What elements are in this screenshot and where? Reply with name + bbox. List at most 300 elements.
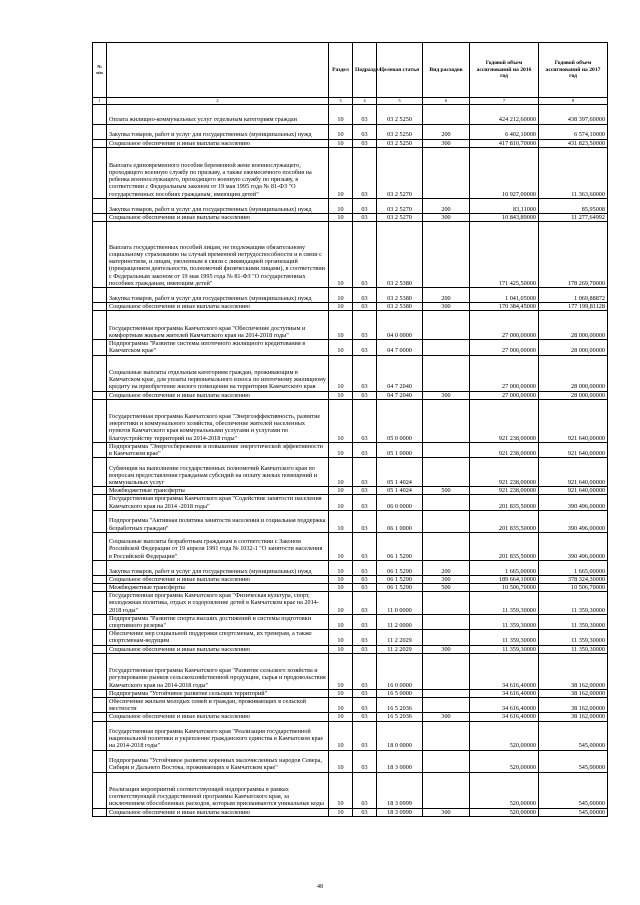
cell-name: Закупка товаров, работ и услуг для государственных (муниципальных) нужд — [107, 124, 329, 139]
cell-expense-type: 200 — [423, 287, 470, 302]
cell-name: Закупка товаров, работ и услуг для государственных (муниципальных) нужд — [107, 560, 329, 575]
cell-name: Социальное обеспечение и иные выплаты населению — [107, 645, 329, 653]
cell-name: Государственная программа Камчатского края "Обеспечение доступным и комфортным жильем жителей Камчатского края на 2014-2018 годы" — [107, 311, 329, 340]
cell-name: Социальное обеспечение и иные выплаты населению — [107, 713, 329, 721]
col-header-target: Целевая статья — [377, 43, 423, 98]
cell-name: Государственная программа Камчатского края "Развитие сельского хозяйства и регулирование рынков сельскохозяйственной продукции, сырья и продовольствия Камчатского края на 2014-2018 годы" — [107, 653, 329, 689]
budget-table — [92, 42, 608, 817]
cell-podrazdel: 03 — [353, 713, 377, 721]
cell-podrazdel: 03 — [353, 302, 377, 310]
cell-2016: 417 810,70000 — [470, 139, 539, 147]
cell-2017: 545,00000 — [539, 721, 608, 750]
cell-2017: 545,00000 — [539, 750, 608, 772]
table-row — [93, 311, 608, 340]
cell-expense-type — [423, 355, 470, 391]
cell-target: 06 1 0000 — [377, 510, 423, 532]
table-row — [93, 721, 608, 750]
cell-2017: 38 162,00000 — [539, 713, 608, 721]
cell-2016: 520,00000 — [470, 808, 539, 816]
cell-podrazdel: 03 — [353, 221, 377, 287]
cell-podrazdel: 03 — [353, 442, 377, 457]
cell-podrazdel: 03 — [353, 614, 377, 629]
cell-index — [93, 575, 107, 583]
cell-razdel: 10 — [329, 713, 353, 721]
cell-2016: 27 000,00000 — [470, 391, 539, 399]
table-row — [93, 614, 608, 629]
cell-2016: 27 000,00000 — [470, 311, 539, 340]
cell-target: 11 0 0000 — [377, 592, 423, 615]
cell-name: Выплата государственных пособий лицам, не подлежащим обязательному социальному страхованию на случай временной нетрудоспособности и в связи с материнством, и лицам, уволенным в связи с ликвидацией организаций (прекращением деятельности, полномочий физическими лицами), в соответствии с Федеральным законом от 19 мая 1995 года № 81-ФЗ "О государственных пособиях гражданам, имеющим детей" — [107, 221, 329, 287]
cell-index — [93, 287, 107, 302]
cell-razdel: 10 — [329, 399, 353, 442]
cell-2016: 170 384,45000 — [470, 302, 539, 310]
cell-2016: 189 664,10000 — [470, 575, 539, 583]
cell-name: Оплата жилищно-коммунальных услуг отдельным категориям граждан — [107, 104, 329, 124]
cell-expense-type — [423, 630, 470, 645]
cell-2017: 1 069,88872 — [539, 287, 608, 302]
table-row — [93, 713, 608, 721]
cell-expense-type: 300 — [423, 808, 470, 816]
table-row — [93, 645, 608, 653]
cell-index — [93, 391, 107, 399]
cell-podrazdel: 03 — [353, 721, 377, 750]
cell-2017: 38 162,00000 — [539, 697, 608, 712]
cell-podrazdel: 03 — [353, 532, 377, 560]
cell-2016: 10 506,70000 — [470, 583, 539, 591]
cell-razdel: 10 — [329, 630, 353, 645]
cell-podrazdel: 03 — [353, 808, 377, 816]
cell-podrazdel: 03 — [353, 750, 377, 772]
cell-target: 06 0 0000 — [377, 495, 423, 510]
cell-expense-type — [423, 532, 470, 560]
cell-name: Социальное обеспечение и иные выплаты населению — [107, 213, 329, 221]
cell-razdel: 10 — [329, 139, 353, 147]
cell-2017: 85,95008 — [539, 198, 608, 213]
cell-razdel: 10 — [329, 198, 353, 213]
cell-name: Закупка товаров, работ и услуг для государственных (муниципальных) нужд — [107, 198, 329, 213]
cell-name: Подпрограмма "Энергосбережение и повышение энергетической эффективности в Камчатском крае" — [107, 442, 329, 457]
cell-expense-type — [423, 653, 470, 689]
cell-index — [93, 653, 107, 689]
cell-target: 06 1 5290 — [377, 560, 423, 575]
cell-2017: 11 359,30000 — [539, 592, 608, 615]
cell-razdel: 10 — [329, 653, 353, 689]
table-row — [93, 355, 608, 391]
cell-index — [93, 198, 107, 213]
cell-podrazdel: 03 — [353, 287, 377, 302]
table-row — [93, 592, 608, 615]
cell-2016: 10 927,00000 — [470, 147, 539, 198]
cell-2016: 6 402,10000 — [470, 124, 539, 139]
cell-2016: 34 616,40000 — [470, 689, 539, 697]
cell-2017: 6 574,10000 — [539, 124, 608, 139]
cell-index — [93, 592, 107, 615]
cell-razdel: 10 — [329, 287, 353, 302]
cell-razdel: 10 — [329, 302, 353, 310]
cell-2017: 438 397,60000 — [539, 104, 608, 124]
cell-2016: 520,00000 — [470, 750, 539, 772]
cell-2016: 1 665,00000 — [470, 560, 539, 575]
cell-index — [93, 645, 107, 653]
cell-2017: 1 665,00000 — [539, 560, 608, 575]
cell-razdel: 10 — [329, 487, 353, 495]
cell-2016: 34 616,40000 — [470, 653, 539, 689]
cell-razdel: 10 — [329, 575, 353, 583]
col-number: 4 — [353, 98, 377, 105]
cell-razdel: 10 — [329, 355, 353, 391]
cell-expense-type: 200 — [423, 560, 470, 575]
cell-target: 05 1 4024 — [377, 458, 423, 487]
cell-razdel: 10 — [329, 391, 353, 399]
cell-podrazdel: 03 — [353, 575, 377, 583]
cell-razdel: 10 — [329, 532, 353, 560]
cell-target: 03 2 5380 — [377, 302, 423, 310]
cell-index — [93, 302, 107, 310]
cell-podrazdel: 03 — [353, 213, 377, 221]
cell-razdel: 10 — [329, 311, 353, 340]
cell-name: Субвенция на выполнение государственных полномочий Камчатского края по вопросам предоставления гражданам субсидий на оплату жилых помещений и коммунальных услуг — [107, 458, 329, 487]
cell-expense-type — [423, 442, 470, 457]
cell-expense-type — [423, 689, 470, 697]
col-header-name — [107, 43, 329, 98]
cell-index — [93, 221, 107, 287]
cell-2017: 545,00000 — [539, 808, 608, 816]
col-header-index: № п/п — [93, 43, 107, 98]
cell-index — [93, 442, 107, 457]
cell-name: Подпрограмма "Развитие системы ипотечного жилищного кредитования в Камчатском крае" — [107, 340, 329, 355]
cell-2017: 921 640,00000 — [539, 487, 608, 495]
cell-razdel: 10 — [329, 213, 353, 221]
cell-target: 03 2 5270 — [377, 213, 423, 221]
cell-target: 03 2 5270 — [377, 147, 423, 198]
cell-razdel: 10 — [329, 495, 353, 510]
table-row — [93, 458, 608, 487]
cell-index — [93, 532, 107, 560]
cell-name: Межбюджетные трансферты — [107, 583, 329, 591]
cell-2017: 28 000,00000 — [539, 340, 608, 355]
cell-target: 03 2 5250 — [377, 104, 423, 124]
cell-razdel: 10 — [329, 442, 353, 457]
cell-target: 18 0 0000 — [377, 721, 423, 750]
cell-2017: 28 000,00000 — [539, 311, 608, 340]
cell-name: Выплата единовременного пособия беременной жене военнослужащего, проходящего военную службу по призыву, а также ежемесячного пособия на ребенка военнослужащего, проходящего военную службу по призыву, в соответствии с Федеральным законом от 19 мая 1995 года № 81-ФЗ "О государственных пособиях гражданам, имеющим детей" — [107, 147, 329, 198]
cell-target: 04 7 2040 — [377, 355, 423, 391]
cell-podrazdel: 03 — [353, 355, 377, 391]
table-row — [93, 213, 608, 221]
col-header-razdel: Раздел — [329, 43, 353, 98]
table-row — [93, 653, 608, 689]
table-row — [93, 750, 608, 772]
cell-expense-type — [423, 458, 470, 487]
col-number: 1 — [93, 98, 107, 105]
cell-2017: 390 496,00000 — [539, 495, 608, 510]
cell-target: 04 7 2040 — [377, 391, 423, 399]
cell-target: 16 5 2036 — [377, 713, 423, 721]
cell-2017: 28 000,00000 — [539, 391, 608, 399]
cell-razdel: 10 — [329, 147, 353, 198]
cell-expense-type: 500 — [423, 583, 470, 591]
table-row — [93, 104, 608, 124]
cell-podrazdel: 03 — [353, 104, 377, 124]
cell-expense-type — [423, 495, 470, 510]
cell-expense-type — [423, 614, 470, 629]
table-row — [93, 221, 608, 287]
cell-2017: 38 162,00000 — [539, 653, 608, 689]
cell-name: Социальное обеспечение и иные выплаты населению — [107, 808, 329, 816]
cell-podrazdel: 03 — [353, 689, 377, 697]
cell-podrazdel: 03 — [353, 147, 377, 198]
cell-2016: 921 238,00000 — [470, 442, 539, 457]
cell-podrazdel: 03 — [353, 198, 377, 213]
cell-2017: 378 324,30000 — [539, 575, 608, 583]
cell-razdel: 10 — [329, 458, 353, 487]
cell-podrazdel: 03 — [353, 510, 377, 532]
cell-razdel: 10 — [329, 645, 353, 653]
cell-2016: 34 616,40000 — [470, 697, 539, 712]
table-row — [93, 689, 608, 697]
cell-target: 03 2 5250 — [377, 139, 423, 147]
cell-target: 04 0 0000 — [377, 311, 423, 340]
cell-razdel: 10 — [329, 221, 353, 287]
cell-expense-type: 200 — [423, 124, 470, 139]
cell-name: Реализация мероприятий соответствующей подпрограммы в рамках соответствующей государственной программы Камчатского края, за исключением обособленных расходов, которым присваиваются уникальные коды — [107, 772, 329, 808]
cell-2016: 921 238,00000 — [470, 399, 539, 442]
cell-expense-type — [423, 510, 470, 532]
cell-target: 03 2 5250 — [377, 124, 423, 139]
cell-2017: 390 496,00000 — [539, 510, 608, 532]
table-body — [93, 104, 608, 816]
cell-2016: 520,00000 — [470, 772, 539, 808]
cell-razdel: 10 — [329, 104, 353, 124]
cell-razdel: 10 — [329, 750, 353, 772]
cell-podrazdel: 03 — [353, 772, 377, 808]
cell-2017: 11 359,30000 — [539, 645, 608, 653]
cell-expense-type: 300 — [423, 302, 470, 310]
table-row — [93, 808, 608, 816]
cell-expense-type: 500 — [423, 487, 470, 495]
table-row — [93, 391, 608, 399]
cell-target: 03 2 5270 — [377, 198, 423, 213]
cell-razdel: 10 — [329, 583, 353, 591]
cell-target: 16 0 0000 — [377, 653, 423, 689]
cell-index — [93, 124, 107, 139]
table-row — [93, 510, 608, 532]
cell-podrazdel: 03 — [353, 340, 377, 355]
cell-name: Социальное обеспечение и иные выплаты населению — [107, 302, 329, 310]
cell-razdel: 10 — [329, 772, 353, 808]
cell-index — [93, 399, 107, 442]
col-number: 7 — [470, 98, 539, 105]
cell-expense-type — [423, 221, 470, 287]
col-header-2017: Годовой объем ассигнований на 2017 год — [539, 43, 608, 98]
cell-expense-type — [423, 750, 470, 772]
cell-name: Государственная программа Камчатского края "Физическая культура, спорт, молодежная политика, отдых и оздоровление детей в Камчатском крае на 2014-2018 годы" — [107, 592, 329, 615]
cell-expense-type — [423, 592, 470, 615]
cell-index — [93, 458, 107, 487]
table-row — [93, 302, 608, 310]
cell-2016: 201 835,50000 — [470, 495, 539, 510]
cell-podrazdel: 03 — [353, 458, 377, 487]
cell-podrazdel: 03 — [353, 139, 377, 147]
cell-name: Подпрограмма "Устойчивое развитие сельских территорий" — [107, 689, 329, 697]
table-row — [93, 147, 608, 198]
table-row — [93, 442, 608, 457]
table-row — [93, 560, 608, 575]
cell-index — [93, 510, 107, 532]
cell-target: 05 0 0000 — [377, 399, 423, 442]
cell-target: 06 1 5290 — [377, 583, 423, 591]
cell-2017: 178 269,70000 — [539, 221, 608, 287]
cell-name: Обеспечение жильем молодых семей и граждан, проживающих в сельской местности — [107, 697, 329, 712]
table-row — [93, 124, 608, 139]
col-number: 5 — [377, 98, 423, 105]
table-row — [93, 487, 608, 495]
cell-expense-type — [423, 399, 470, 442]
cell-index — [93, 147, 107, 198]
cell-2017: 11 363,60000 — [539, 147, 608, 198]
cell-razdel: 10 — [329, 808, 353, 816]
cell-podrazdel: 03 — [353, 311, 377, 340]
cell-expense-type — [423, 340, 470, 355]
cell-2017: 28 000,00000 — [539, 355, 608, 391]
cell-razdel: 10 — [329, 721, 353, 750]
col-header-2016: Годовой объем ассигнований на 2016 год — [470, 43, 539, 98]
cell-2016: 11 359,30000 — [470, 630, 539, 645]
cell-razdel: 10 — [329, 697, 353, 712]
cell-target: 06 1 5290 — [377, 532, 423, 560]
cell-2017: 177 199,81128 — [539, 302, 608, 310]
cell-podrazdel: 03 — [353, 391, 377, 399]
cell-index — [93, 560, 107, 575]
cell-podrazdel: 03 — [353, 653, 377, 689]
cell-razdel: 10 — [329, 124, 353, 139]
cell-expense-type — [423, 697, 470, 712]
cell-2017: 921 640,00000 — [539, 458, 608, 487]
cell-expense-type — [423, 721, 470, 750]
cell-2017: 431 823,50000 — [539, 139, 608, 147]
cell-name: Социальное обеспечение и иные выплаты населению — [107, 391, 329, 399]
cell-2016: 520,00000 — [470, 721, 539, 750]
cell-index — [93, 311, 107, 340]
cell-2017: 11 359,30000 — [539, 630, 608, 645]
cell-2016: 10 843,89000 — [470, 213, 539, 221]
cell-2017: 921 640,00000 — [539, 399, 608, 442]
cell-expense-type: 300 — [423, 645, 470, 653]
cell-name: Социальные выплаты безработным гражданам в соответствии с Законом Российской Федерации от 19 апреля 1991 года № 1032-1 "О занятости населения в Российской Федерации" — [107, 532, 329, 560]
cell-target: 03 2 5380 — [377, 287, 423, 302]
table-row — [93, 583, 608, 591]
cell-index — [93, 104, 107, 124]
cell-2017: 10 506,70000 — [539, 583, 608, 591]
cell-index — [93, 808, 107, 816]
cell-target: 11 2 0000 — [377, 614, 423, 629]
cell-2017: 921 640,00000 — [539, 442, 608, 457]
cell-index — [93, 614, 107, 629]
cell-2016: 424 212,60000 — [470, 104, 539, 124]
cell-index — [93, 487, 107, 495]
cell-index — [93, 689, 107, 697]
cell-expense-type: 300 — [423, 575, 470, 583]
cell-2017: 38 162,00000 — [539, 689, 608, 697]
col-number: 2 — [107, 98, 329, 105]
cell-2016: 171 425,50000 — [470, 221, 539, 287]
cell-name: Обеспечение мер социальной поддержки спортсменам, их тренерам, а также спортсменам-ведущим — [107, 630, 329, 645]
cell-index — [93, 721, 107, 750]
cell-expense-type: 300 — [423, 139, 470, 147]
cell-name: Государственная программа Камчатского края "Содействие занятости населения Камчатского края на 2014 -2018 годы" — [107, 495, 329, 510]
cell-expense-type — [423, 147, 470, 198]
cell-index — [93, 713, 107, 721]
cell-expense-type: 300 — [423, 713, 470, 721]
cell-expense-type — [423, 772, 470, 808]
cell-target: 06 1 5290 — [377, 575, 423, 583]
cell-2017: 390 496,00000 — [539, 532, 608, 560]
table-row — [93, 697, 608, 712]
col-header-podrazdel: Подраздел — [353, 43, 377, 98]
table-row — [93, 532, 608, 560]
table-row — [93, 198, 608, 213]
cell-index — [93, 750, 107, 772]
cell-2016: 921 238,00000 — [470, 458, 539, 487]
cell-index — [93, 139, 107, 147]
cell-podrazdel: 03 — [353, 592, 377, 615]
page-number: 48 — [317, 884, 323, 890]
cell-target: 05 1 4024 — [377, 487, 423, 495]
cell-index — [93, 213, 107, 221]
col-number: 8 — [539, 98, 608, 105]
cell-podrazdel: 03 — [353, 583, 377, 591]
cell-expense-type — [423, 104, 470, 124]
cell-2016: 921 238,00000 — [470, 487, 539, 495]
cell-expense-type: 300 — [423, 391, 470, 399]
cell-podrazdel: 03 — [353, 560, 377, 575]
col-number: 6 — [423, 98, 470, 105]
cell-target: 11 2 2029 — [377, 630, 423, 645]
cell-podrazdel: 03 — [353, 487, 377, 495]
cell-podrazdel: 03 — [353, 630, 377, 645]
col-header-expense-type: Вид расходов — [423, 43, 470, 98]
table-row — [93, 340, 608, 355]
cell-name: Государственная программа Камчатского края "Реализация государственной национальной политики и укрепление гражданского единства в Камчатском крае на 2014-2018 годы" — [107, 721, 329, 750]
cell-podrazdel: 03 — [353, 495, 377, 510]
header-row — [93, 43, 608, 98]
cell-2017: 11 359,30000 — [539, 614, 608, 629]
table-row — [93, 575, 608, 583]
cell-name: Социальное обеспечение и иные выплаты населению — [107, 139, 329, 147]
cell-podrazdel: 03 — [353, 697, 377, 712]
cell-target: 05 1 0000 — [377, 442, 423, 457]
cell-2016: 1 041,05000 — [470, 287, 539, 302]
cell-name: Социальные выплаты отдельным категориям граждан, проживающим в Камчатском крае, для уплаты первоначального взноса по ипотечному жилищному кредиту на приобретение жилого помещения на территории Камчатского края — [107, 355, 329, 391]
cell-razdel: 10 — [329, 614, 353, 629]
col-number: 3 — [329, 98, 353, 105]
cell-podrazdel: 03 — [353, 399, 377, 442]
cell-name: Закупка товаров, работ и услуг для государственных (муниципальных) нужд — [107, 287, 329, 302]
cell-2016: 11 359,30000 — [470, 592, 539, 615]
cell-target: 18 3 0999 — [377, 772, 423, 808]
cell-target: 16 5 0000 — [377, 689, 423, 697]
cell-name: Подпрограмма "Развитие спорта высших достижений и системы подготовки спортивного резерва" — [107, 614, 329, 629]
table-row — [93, 495, 608, 510]
cell-name: Подпрограмма "Активная политика занятости населения и социальная поддержка безработных граждан" — [107, 510, 329, 532]
table-row — [93, 287, 608, 302]
cell-2016: 201 835,50000 — [470, 510, 539, 532]
cell-index — [93, 340, 107, 355]
cell-index — [93, 495, 107, 510]
table-row — [93, 630, 608, 645]
cell-target: 18 3 0999 — [377, 808, 423, 816]
cell-2016: 27 000,00000 — [470, 340, 539, 355]
